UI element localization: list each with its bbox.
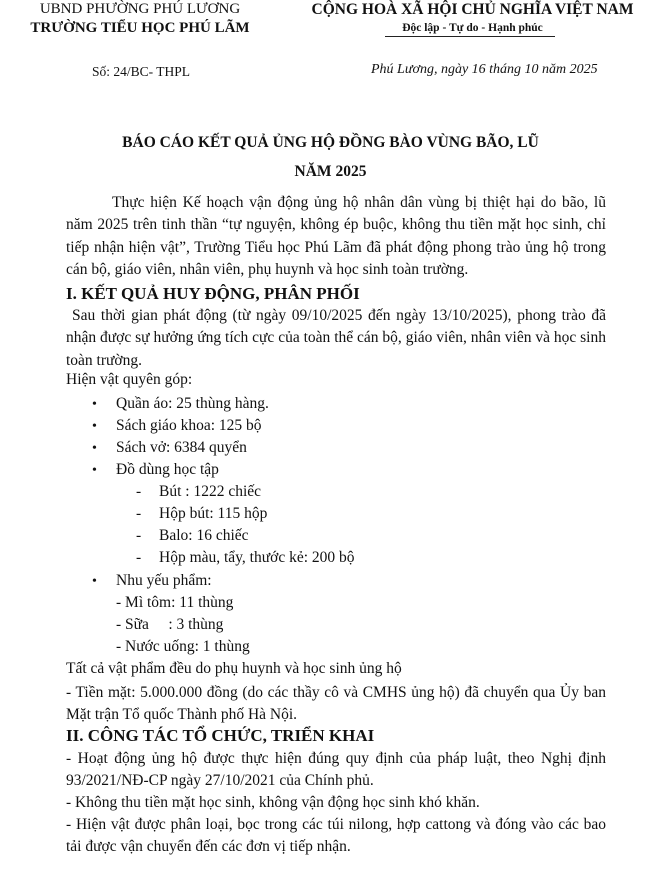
report-title-year: NĂM 2025: [294, 163, 367, 180]
motto-underline: [385, 36, 555, 37]
all-items-note: Tất cả vật phẩm đều do phụ huynh và học sinh ủng hộ: [66, 660, 402, 677]
report-title: BÁO CÁO KẾT QUẢ ỦNG HỘ ĐỒNG BÀO VÙNG BÃO, LŨ: [122, 134, 539, 151]
section1-paragraph: Sau thời gian phát động (từ ngày 09/10/2025 đến ngày 13/10/2025), phong trào đã nhận được sự hưởng ứng tích cực của toàn thể cán bộ, giáo viên, nhân viên và học sinh toàn trường.: [66, 307, 606, 369]
school-name: TRƯỜNG TIỂU HỌC PHÚ LÃM: [30, 20, 250, 36]
item-school-supplies: Đồ dùng học tập: [116, 461, 219, 478]
bullet-icon: •: [92, 463, 97, 478]
supply-dash: -: [136, 483, 142, 500]
supply-backpacks: Balo: 16 chiếc: [159, 527, 249, 544]
item-textbooks: Sách giáo khoa: 125 bộ: [116, 417, 262, 434]
section2-point: - Không thu tiền mặt học sinh, không vận động học sinh khó khăn.: [66, 794, 480, 811]
supply-pens: Bút : 1222 chiếc: [159, 483, 262, 500]
agency-name: UBND PHƯỜNG PHÚ LƯƠNG: [39, 1, 241, 17]
supply-pencil-cases: Hộp bút: 115 hộp: [159, 505, 268, 522]
cash-note: - Tiền mặt: 5.000.000 đồng (do các thầy cô và CMHS ủng hộ) đã chuyển qua Ủy ban Mặt trận Tổ quốc Thành phố Hà Nội.: [66, 684, 606, 724]
supply-dash: -: [136, 527, 142, 544]
document-number: Số: 24/BC- THPL: [92, 64, 191, 79]
section1-heading: I. KẾT QUẢ HUY ĐỘNG, PHÂN PHỐI: [66, 284, 360, 303]
essentials-label: Nhu yếu phẩm:: [116, 572, 212, 589]
motto: Độc lập - Tự do - Hạnh phúc: [402, 22, 543, 34]
nation-name: CỘNG HOÀ XÃ HỘI CHỦ NGHĨA VIỆT NAM: [311, 1, 634, 18]
donation-label: Hiện vật quyên góp:: [66, 371, 193, 388]
bullet-icon: •: [92, 419, 97, 434]
section2-point: - Hoạt động ủng hộ được thực hiện đúng quy định của pháp luật, theo Nghị định 93/2021/NĐ-CP ngày 27/10/2021 của Chính phủ.: [66, 750, 606, 790]
item-clothes: Quần áo: 25 thùng hàng.: [116, 395, 269, 412]
item-notebooks: Sách vở: 6384 quyển: [116, 439, 247, 456]
essential-noodles: - Mì tôm: 11 thùng: [116, 594, 234, 611]
section2-heading: II. CÔNG TÁC TỔ CHỨC, TRIỂN KHAI: [66, 726, 375, 745]
supply-dash: -: [136, 549, 142, 566]
supply-art-sets: Hộp màu, tẩy, thước kẻ: 200 bộ: [159, 549, 355, 566]
essential-milk: - Sữa : 3 thùng: [116, 616, 224, 633]
bullet-icon: •: [92, 441, 97, 456]
essential-water: - Nước uống: 1 thùng: [116, 638, 250, 655]
section2-point: - Hiện vật được phân loại, bọc trong các túi nilong, hợp cattong và đóng vào các bao tải được vận chuyển đến các đơn vị tiếp nhận.: [66, 816, 606, 856]
intro-paragraph: Thực hiện Kế hoạch vận động ủng hộ nhân dân vùng bị thiệt hại do bão, lũ năm 2025 trên tinh thần “tự nguyện, không ép buộc, không thu tiền mặt học sinh, chỉ tiếp nhận hiện vật”, Trường Tiểu học Phú Lãm đã phát động phong trào ủng hộ trong cán bộ, giáo viên, nhân viên, phụ huynh và học sinh toàn trường.: [66, 194, 606, 279]
bullet-icon: •: [92, 574, 97, 589]
supply-dash: -: [136, 505, 142, 522]
place-date: Phú Lương, ngày 16 tháng 10 năm 2025: [371, 62, 598, 77]
bullet-icon: •: [92, 397, 97, 412]
